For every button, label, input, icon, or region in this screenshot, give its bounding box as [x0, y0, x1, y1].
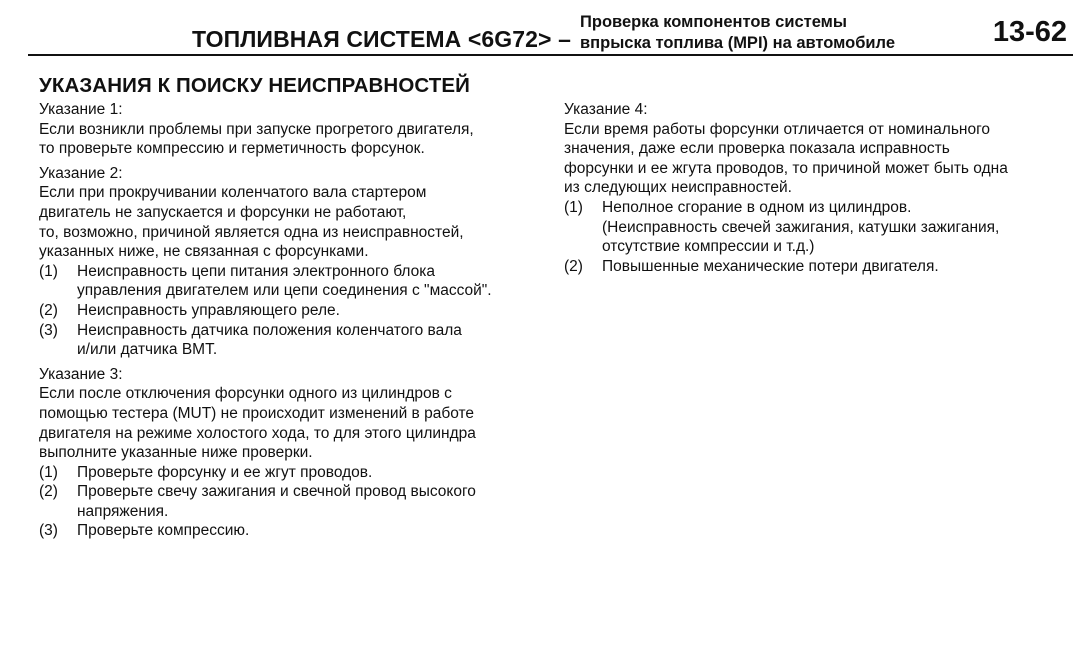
hint-text-line: Если возникли проблемы при запуске прогретого двигателя,: [39, 120, 474, 138]
list-item-line: отсутствие компрессии и т.д.): [602, 238, 815, 256]
list-item-number: (3): [39, 522, 58, 540]
list-item-line: Проверьте свечу зажигания и свечной провод высокого: [77, 483, 476, 501]
list-item: [39, 482, 559, 521]
section-title: УКАЗАНИЯ К ПОИСКУ НЕИСПРАВНОСТЕЙ: [39, 74, 470, 97]
hint-text: [39, 183, 559, 261]
hint-text: [39, 384, 559, 462]
list-item-body: [77, 463, 372, 483]
hint-text-line: Если время работы форсунки отличается от номинального: [564, 120, 991, 138]
hint-title: Указание 2:: [39, 164, 123, 182]
page-header: [28, 0, 1073, 56]
list-item-number: (2): [39, 483, 58, 501]
hint-title: Указание 4:: [564, 101, 648, 118]
list-item-line: Неисправность управляющего реле.: [77, 301, 340, 319]
hint-text-line: Если при прокручивании коленчатого вала стартером: [39, 184, 427, 202]
list-item: [39, 521, 559, 541]
list-item-line: Проверьте форсунку и ее жгут проводов.: [77, 463, 373, 481]
hint-text-line: указанных ниже, не связанная с форсунками.: [39, 243, 369, 261]
list-item-number: (2): [39, 301, 58, 319]
list-item-line: Неполное сгорание в одном из цилиндров.: [602, 198, 912, 216]
hint-text-line: значения, даже если проверка показала исправность: [564, 140, 950, 158]
header-main-title: ТОПЛИВНАЯ СИСТЕМА <6G72> –: [192, 26, 571, 52]
list-item: [39, 262, 559, 301]
list-item: [564, 198, 1084, 257]
list-item-body: [77, 521, 249, 541]
list-item-line: и/или датчика ВМТ.: [77, 341, 218, 359]
list-item-number: (1): [39, 463, 58, 481]
list-item-line: управления двигателем или цепи соединения с "массой".: [77, 282, 492, 300]
list-item-number: (3): [39, 321, 58, 339]
hint-text-line: то, возможно, причиной является одна из неисправностей,: [39, 223, 464, 241]
hint-text-line: двигатель не запускается и форсунки не работают,: [39, 203, 407, 221]
hint-title: Указание 1:: [39, 101, 123, 118]
hint-4: [564, 100, 1084, 276]
list-item-line: (Неисправность свечей зажигания, катушки зажигания,: [602, 218, 1000, 236]
list-item-body: [77, 262, 492, 301]
hint-text-line: форсунки и ее жгута проводов, то причиной может быть одна: [564, 159, 1008, 177]
right-column: [564, 100, 1084, 281]
list-item-line: Повышенные механические потери двигателя.: [602, 257, 939, 275]
header-subtitle-line: Проверка компонентов системы: [580, 13, 847, 31]
list-item: [39, 321, 559, 360]
list-item-number: (1): [564, 198, 583, 216]
hint-text: [39, 120, 559, 159]
hint-title: Указание 3:: [39, 365, 123, 383]
list-item-number: (2): [564, 257, 583, 275]
list-item-body: [77, 321, 462, 360]
hint-3: [39, 365, 559, 541]
list-item-number: (1): [39, 262, 58, 280]
hint-text-line: выполните указанные ниже проверки.: [39, 444, 313, 462]
list-item-line: Проверьте компрессию.: [77, 522, 250, 540]
list-item-body: [602, 257, 939, 277]
hint-1: [39, 100, 559, 159]
list-item-line: Неисправность датчика положения коленчатого вала: [77, 321, 462, 339]
hint-text-line: двигателя на режиме холостого хода, то для этого цилиндра: [39, 424, 476, 442]
hint-text-line: из следующих неисправностей.: [564, 179, 792, 197]
list-item-body: [602, 198, 999, 257]
hint-text-line: Если после отключения форсунки одного из цилиндров с: [39, 385, 452, 403]
list-item-body: [77, 482, 476, 521]
list-item-line: напряжения.: [77, 502, 169, 520]
list-item: [564, 257, 1084, 277]
left-column: [39, 100, 559, 546]
header-subtitle-line: впрыска топлива (MPI) на автомобиле: [580, 34, 895, 52]
hint-text-line: то проверьте компрессию и герметичность форсунок.: [39, 140, 425, 158]
header-subtitle: [580, 12, 895, 54]
list-item: [39, 301, 559, 321]
hint-text-line: помощью тестера (MUT) не происходит изменений в работе: [39, 404, 475, 422]
hint-2: [39, 164, 559, 360]
list-item: [39, 463, 559, 483]
page-number: 13-62: [992, 16, 1067, 48]
hint-text: [564, 120, 1084, 198]
list-item-body: [77, 301, 340, 321]
list-item-line: Неисправность цепи питания электронного блока: [77, 262, 435, 280]
